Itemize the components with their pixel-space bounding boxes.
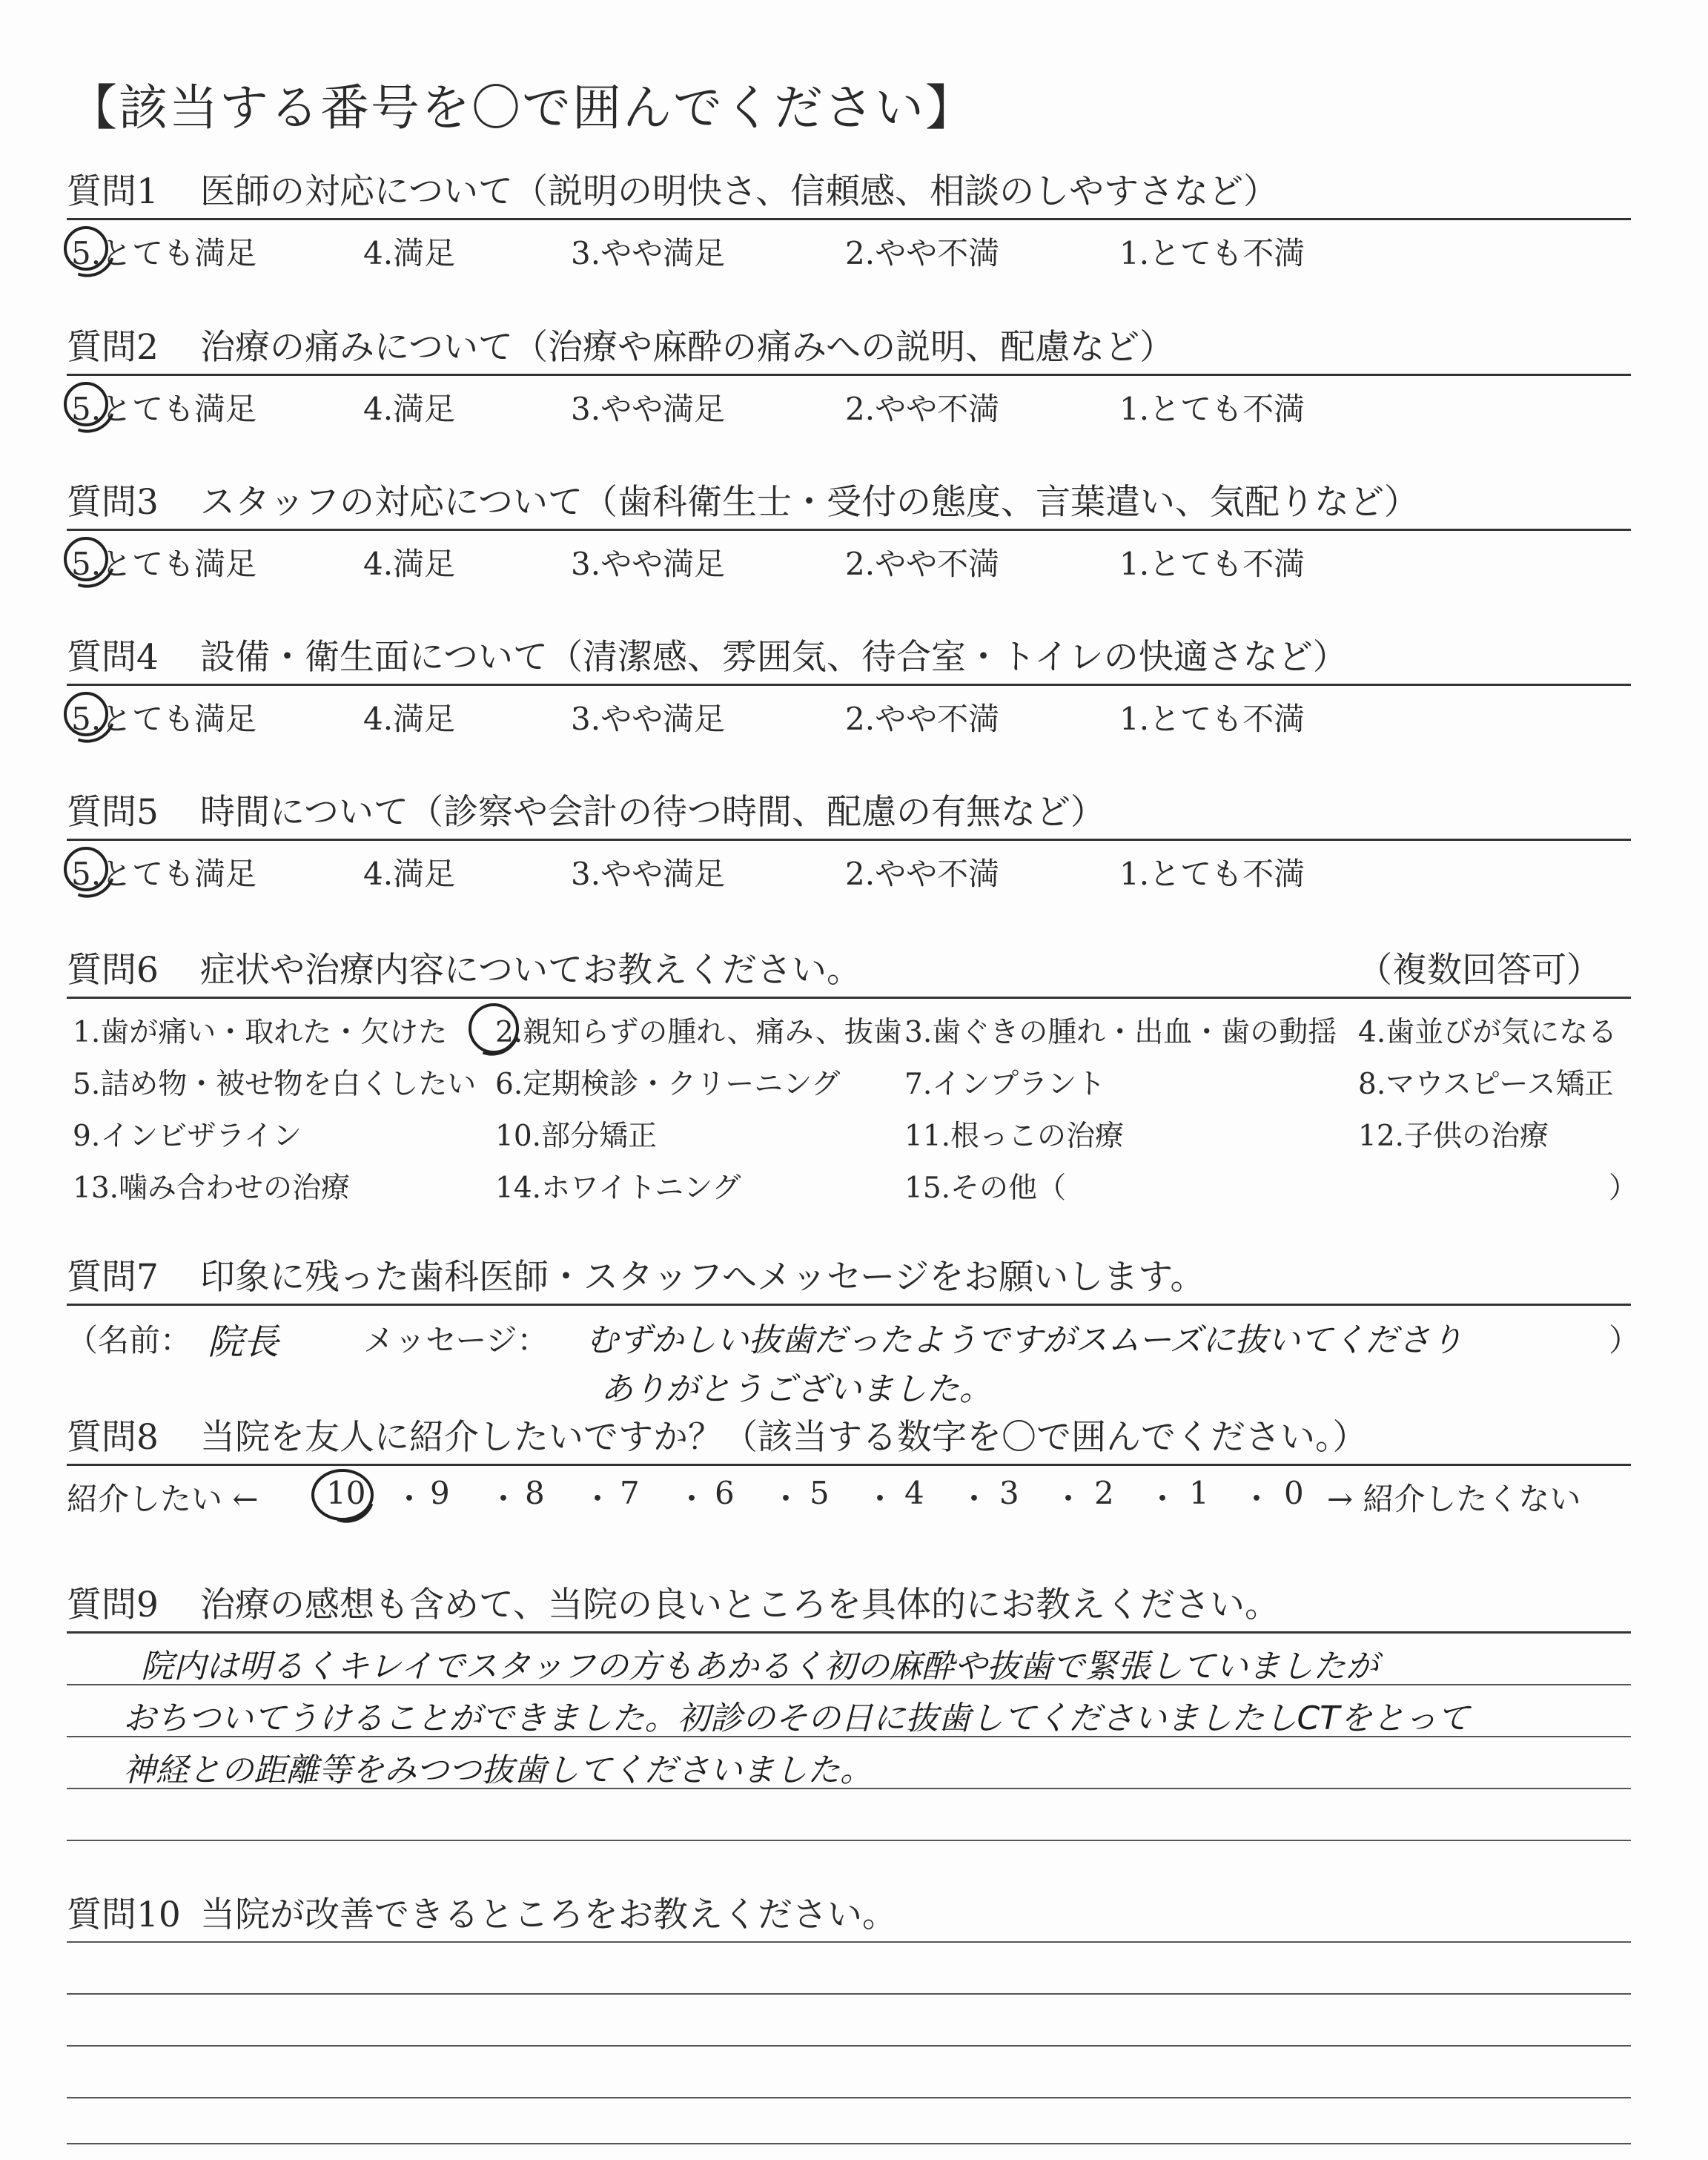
option-1[interactable]: 1.とても不満 bbox=[1119, 856, 1305, 892]
question-4 bbox=[67, 627, 1631, 738]
question-number: 質問7 bbox=[67, 1257, 159, 1298]
scale-5[interactable]: 5 bbox=[810, 1475, 830, 1511]
writing-line bbox=[67, 2097, 1631, 2098]
scale-9[interactable]: 9 bbox=[430, 1475, 450, 1511]
answer-lines bbox=[67, 1634, 1631, 1900]
option-2[interactable]: 2.やや不満 bbox=[845, 235, 1000, 271]
recommend-right-label: → 紹介したくない bbox=[1327, 1481, 1581, 1517]
scale-dot: ・ bbox=[1241, 1481, 1273, 1517]
treatment-option-10[interactable]: 10.部分矯正 bbox=[495, 1120, 658, 1153]
option-3[interactable]: 3.やや満足 bbox=[571, 391, 726, 427]
name-value[interactable]: 院長 bbox=[208, 1321, 279, 1363]
rating-options bbox=[67, 531, 1631, 583]
answer-lines[interactable] bbox=[67, 1943, 1631, 2150]
writing-line bbox=[67, 2045, 1631, 2047]
question-number: 質問3 bbox=[67, 482, 159, 523]
rating-options bbox=[67, 841, 1631, 893]
page-title: 【該当する番号を〇で囲んでください】 bbox=[68, 79, 976, 136]
treatment-option-6[interactable]: 6.定期検診・クリーニング bbox=[495, 1068, 841, 1101]
writing-line bbox=[67, 1840, 1631, 1841]
writing-line bbox=[67, 2143, 1631, 2144]
treatment-option-7[interactable]: 7.インプラント bbox=[904, 1068, 1106, 1101]
message-line-2[interactable]: ありがとうございました。 bbox=[600, 1370, 992, 1408]
option-5[interactable]: 5.とても満足 bbox=[71, 235, 257, 271]
question-number: 質問5 bbox=[67, 792, 159, 833]
question-number: 質問6 bbox=[67, 950, 159, 991]
treatment-option-8[interactable]: 8.マウスピース矯正 bbox=[1358, 1068, 1614, 1101]
question-5 bbox=[67, 782, 1631, 893]
option-4[interactable]: 4.満足 bbox=[363, 546, 456, 582]
message-area bbox=[67, 1306, 1641, 1410]
treatment-option-12[interactable]: 12.子供の治療 bbox=[1358, 1120, 1549, 1153]
question-9 bbox=[67, 1575, 1631, 1900]
option-5[interactable]: 5.とても満足 bbox=[71, 391, 257, 427]
treatment-option-1[interactable]: 1.歯が痛い・取れた・欠けた bbox=[73, 1016, 448, 1049]
question-text: 印象に残った歯科医師・スタッフへメッセージをお願いします。 bbox=[200, 1257, 1205, 1298]
question-7 bbox=[67, 1247, 1641, 1410]
scale-2[interactable]: 2 bbox=[1094, 1475, 1114, 1511]
scale-dot: ・ bbox=[488, 1481, 520, 1517]
answer-line-3[interactable]: 神経との距離等をみつつ抜歯してくださいました。 bbox=[123, 1751, 873, 1789]
scale-dot: ・ bbox=[394, 1481, 426, 1517]
message-label: メッセージ： bbox=[363, 1322, 549, 1358]
option-5[interactable]: 5.とても満足 bbox=[71, 856, 257, 892]
option-4[interactable]: 4.満足 bbox=[363, 391, 456, 427]
question-text: 当院が改善できるところをお教えください。 bbox=[200, 1895, 897, 1935]
treatment-option-9[interactable]: 9.インビザライン bbox=[73, 1120, 302, 1153]
option-1[interactable]: 1.とても不満 bbox=[1119, 235, 1305, 271]
question-number: 質問4 bbox=[67, 637, 159, 678]
scale-6[interactable]: 6 bbox=[715, 1475, 735, 1511]
option-5[interactable]: 5.とても満足 bbox=[71, 546, 257, 582]
writing-line bbox=[67, 1736, 1631, 1737]
treatment-option-15[interactable]: 15.その他（ bbox=[904, 1172, 1067, 1205]
answer-line-2[interactable]: おちついてうけることができました。初診のその日に抜歯してくださいましたしCTをとって bbox=[123, 1700, 1470, 1737]
name-close-paren: ） bbox=[1609, 1322, 1641, 1358]
scale-10[interactable]: 10 bbox=[326, 1475, 366, 1511]
scale-1[interactable]: 1 bbox=[1189, 1475, 1209, 1511]
question-1 bbox=[67, 162, 1631, 272]
question-text: 治療の痛みについて（治療や麻酔の痛みへの説明、配慮など） bbox=[200, 327, 1175, 368]
question-10 bbox=[67, 1885, 1631, 2150]
treatment-option-5[interactable]: 5.詰め物・被せ物を白くしたい bbox=[73, 1068, 477, 1101]
writing-line bbox=[67, 1993, 1631, 1995]
answer-line-1[interactable]: 院内は明るくキレイでスタッフの方もあかるく初の麻酔や抜歯で緊張していましたが bbox=[141, 1648, 1379, 1685]
option-3[interactable]: 3.やや満足 bbox=[571, 701, 726, 737]
question-number: 質問9 bbox=[67, 1585, 159, 1625]
option-1[interactable]: 1.とても不満 bbox=[1119, 701, 1305, 737]
message-line-1[interactable]: むずかしい抜歯だったようですがスムーズに抜いてくださり bbox=[586, 1321, 1463, 1359]
scale-3[interactable]: 3 bbox=[999, 1475, 1019, 1511]
option-3[interactable]: 3.やや満足 bbox=[571, 235, 726, 271]
scale-dot: ・ bbox=[582, 1481, 614, 1517]
option-4[interactable]: 4.満足 bbox=[363, 856, 456, 892]
treatment-option-4[interactable]: 4.歯並びが気になる bbox=[1358, 1016, 1618, 1049]
scale-dot: ・ bbox=[770, 1481, 802, 1517]
scale-7[interactable]: 7 bbox=[620, 1475, 640, 1511]
option-4[interactable]: 4.満足 bbox=[363, 235, 456, 271]
scale-dot: ・ bbox=[1147, 1481, 1179, 1517]
option-4[interactable]: 4.満足 bbox=[363, 701, 456, 737]
question-6 bbox=[67, 940, 1638, 1210]
option-3[interactable]: 3.やや満足 bbox=[571, 546, 726, 582]
question-text: 設備・衛生面について（清潔感、雰囲気、待合室・トイレの快適さなど） bbox=[200, 637, 1348, 678]
option-3[interactable]: 3.やや満足 bbox=[571, 856, 726, 892]
question-text: 治療の感想も含めて、当院の良いところを具体的にお教えください。 bbox=[200, 1585, 1280, 1625]
treatment-option-3[interactable]: 3.歯ぐきの腫れ・出血・歯の動揺 bbox=[904, 1016, 1337, 1049]
scale-8[interactable]: 8 bbox=[525, 1475, 545, 1511]
writing-line bbox=[67, 1684, 1631, 1685]
scale-dot: ・ bbox=[864, 1481, 896, 1517]
scale-4[interactable]: 4 bbox=[904, 1475, 924, 1511]
recommend-left-label: 紹介したい ← bbox=[67, 1481, 259, 1517]
multiple-answer-note: （複数回答可） bbox=[1357, 950, 1601, 991]
question-2 bbox=[67, 317, 1631, 428]
scale-dot: ・ bbox=[676, 1481, 708, 1517]
option-1[interactable]: 1.とても不満 bbox=[1119, 391, 1305, 427]
other-close-paren: ） bbox=[1609, 1172, 1638, 1205]
question-8 bbox=[67, 1407, 1631, 1525]
treatment-option-14[interactable]: 14.ホワイトニング bbox=[495, 1172, 741, 1205]
treatment-option-13[interactable]: 13.噛み合わせの治療 bbox=[73, 1172, 351, 1205]
option-1[interactable]: 1.とても不満 bbox=[1119, 546, 1305, 582]
treatment-options bbox=[67, 999, 1638, 1210]
scale-dot: ・ bbox=[959, 1481, 990, 1517]
treatment-option-2[interactable]: 2.親知らずの腫れ、痛み、抜歯 bbox=[495, 1016, 902, 1049]
scale-0[interactable]: 0 bbox=[1284, 1475, 1304, 1511]
recommend-scale bbox=[67, 1466, 1631, 1525]
option-2[interactable]: 2.やや不満 bbox=[845, 391, 1000, 427]
rating-options bbox=[67, 220, 1631, 272]
option-2[interactable]: 2.やや不満 bbox=[845, 546, 1000, 582]
writing-line bbox=[67, 1788, 1631, 1789]
option-2[interactable]: 2.やや不満 bbox=[845, 701, 1000, 737]
question-number: 質問2 bbox=[67, 327, 159, 368]
treatment-option-11[interactable]: 11.根っこの治療 bbox=[904, 1120, 1125, 1153]
question-number: 質問8 bbox=[67, 1417, 159, 1458]
question-number: 質問10 bbox=[67, 1895, 181, 1935]
question-number: 質問1 bbox=[67, 171, 159, 212]
option-2[interactable]: 2.やや不満 bbox=[845, 856, 1000, 892]
question-text: 症状や治療内容についてお教えください。 bbox=[200, 950, 862, 991]
rating-options bbox=[67, 376, 1631, 428]
scale-dot: ・ bbox=[1053, 1481, 1085, 1517]
name-label: （名前： bbox=[67, 1322, 192, 1358]
question-text: 時間について（診察や会計の待つ時間、配慮の有無など） bbox=[200, 792, 1106, 833]
question-text: 医師の対応について（説明の明快さ、信頼感、相談のしやすさなど） bbox=[200, 171, 1279, 212]
question-text: スタッフの対応について（歯科衛生士・受付の態度、言葉遣い、気配りなど） bbox=[200, 482, 1420, 523]
question-3 bbox=[67, 472, 1631, 583]
question-text: 当院を友人に紹介したいですか？（該当する数字を〇で囲んでください。） bbox=[200, 1417, 1368, 1458]
rating-options bbox=[67, 686, 1631, 738]
option-5[interactable]: 5.とても満足 bbox=[71, 701, 257, 737]
